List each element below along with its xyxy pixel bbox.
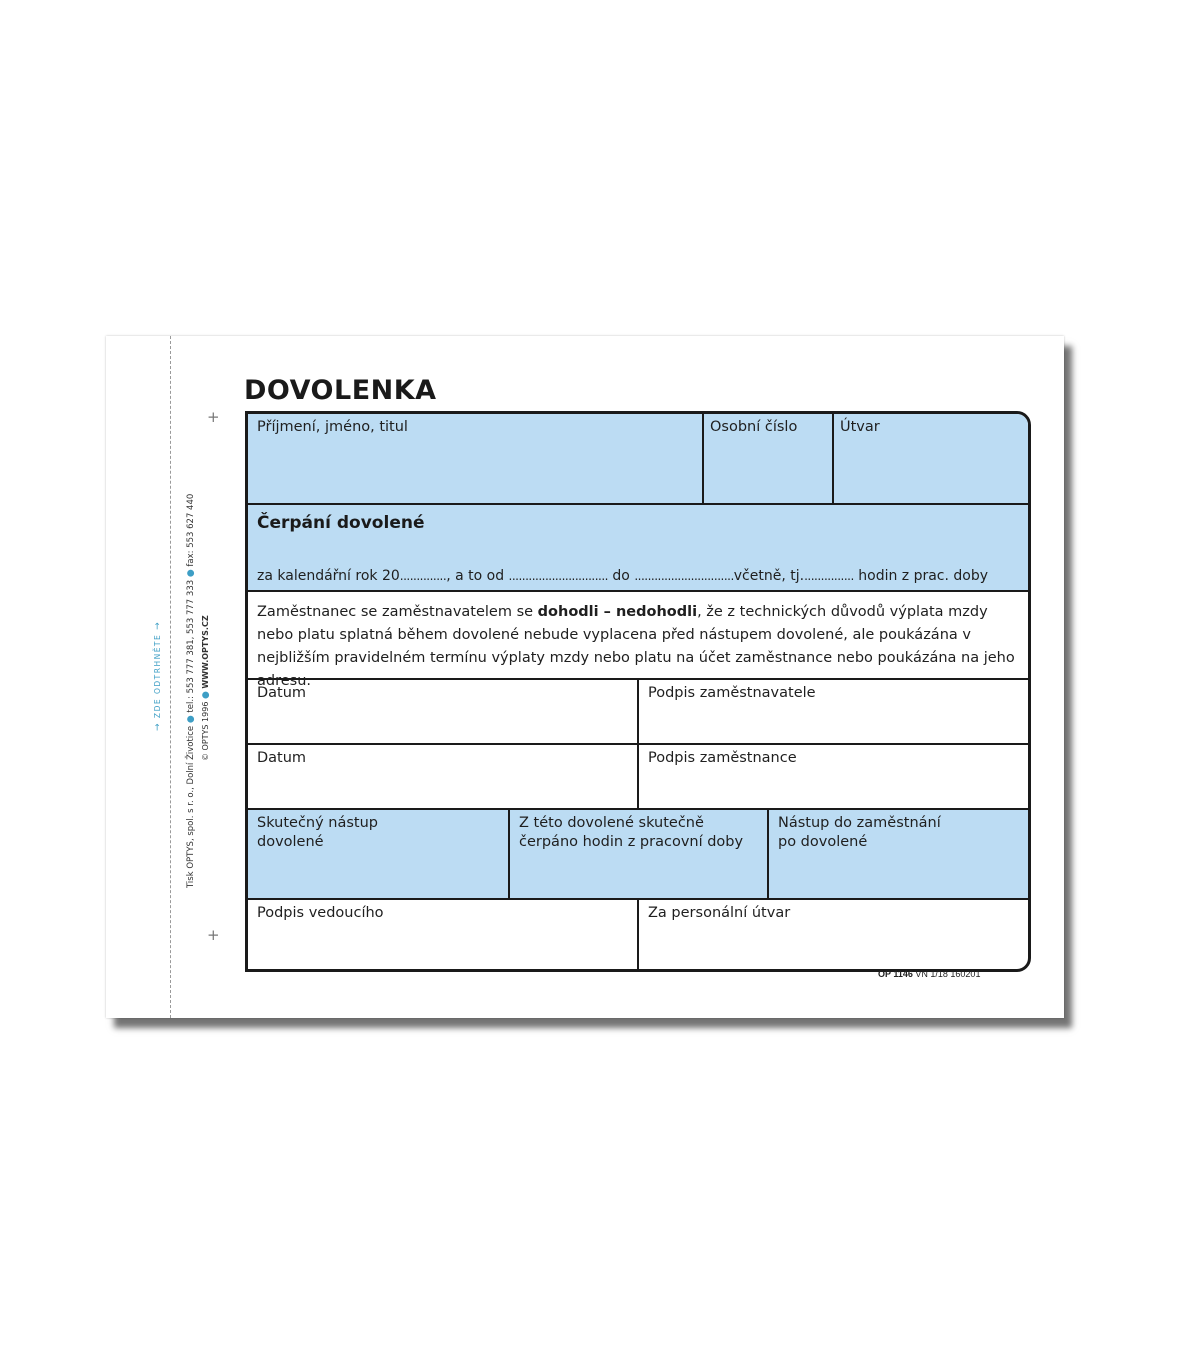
hr-department-field[interactable] (637, 900, 1028, 969)
hours-blank[interactable]: ............... (804, 569, 854, 583)
name-label: Příjmení, jméno, titul (257, 419, 408, 435)
department-label: Útvar (840, 419, 880, 435)
arrow-icon: → (153, 620, 163, 630)
return-label-line-1: Nástup do zaměstnání (778, 815, 941, 831)
name-field[interactable] (248, 414, 702, 503)
manager-signature-field[interactable] (248, 900, 637, 969)
manager-signature-label: Podpis vedoucího (257, 905, 384, 921)
arrow-icon: → (153, 721, 163, 731)
employer-signature-field[interactable] (637, 680, 1028, 743)
tear-line (170, 336, 171, 1018)
form-title: DOVOLENKA (244, 375, 437, 406)
website-text: WWW.OPTYS.CZ (201, 615, 210, 689)
return-label-line-2: po dovolené (778, 834, 868, 850)
crop-mark-bottom: + (207, 926, 220, 944)
approval-row (248, 900, 1028, 969)
form-code (878, 969, 980, 979)
employee-row (248, 745, 1028, 810)
leave-period-line[interactable] (257, 568, 988, 584)
year-blank[interactable]: .............. (399, 569, 447, 583)
personal-number-field[interactable] (702, 414, 832, 503)
employee-date-label: Datum (257, 750, 307, 766)
to-label: do (612, 568, 630, 584)
agreement-text-end: , že z technických důvodů výplata mzdy nebo platu splatná během dovolené nebude vyplacena před nástupem dovolené, ale poukázána v nejbližším pravidelném termínu výplaty mzdy nebo platu na účet zaměstnance nebo poukázána na jeho adresu. (257, 604, 1015, 689)
printer-copyright (201, 421, 215, 761)
printer-info (186, 458, 200, 888)
employer-date-label: Datum (257, 685, 307, 701)
from-label: , a to od (446, 568, 505, 584)
leave-section-title: Čerpání dovolené (257, 513, 425, 533)
agreement-row (248, 592, 1028, 689)
to-date-blank[interactable]: .............................. (634, 569, 734, 583)
return-to-work-label (778, 814, 941, 852)
form-sheet (106, 336, 1064, 1018)
actual-start-label-line-2: dovolené (257, 834, 324, 850)
dot-icon: ● (186, 715, 196, 724)
return-to-work-field[interactable] (767, 810, 1028, 898)
printer-fax: fax: 553 627 440 (186, 493, 196, 567)
agreement-text-start: Zaměstnanec se zaměstnavatelem se (257, 604, 538, 620)
agreement-choice[interactable]: dohodli – nedohodli (537, 604, 698, 620)
actual-start-label (257, 814, 378, 852)
from-date-blank[interactable]: .............................. (508, 569, 608, 583)
leave-form (245, 411, 1031, 972)
employee-signature-label: Podpis zaměstnance (648, 750, 797, 766)
employee-date-field[interactable] (248, 745, 637, 808)
dot-icon: ● (186, 569, 196, 578)
dot-icon: ● (201, 691, 211, 700)
actual-start-label-line-1: Skutečný nástup (257, 815, 379, 831)
actual-hours-label-line-1: Z této dovolené skutečně (519, 815, 704, 831)
hr-department-label: Za personální útvar (648, 905, 791, 921)
actual-hours-label-line-2: čerpáno hodin z pracovní doby (519, 834, 744, 850)
actual-hours-field[interactable] (508, 810, 767, 898)
actual-start-field[interactable] (248, 810, 508, 898)
crop-mark-top: + (207, 408, 220, 426)
printer-name: Tisk OPTYS, spol. s r. o., Dolní Životice (186, 725, 196, 888)
employer-row (248, 680, 1028, 745)
printer-phone: tel.: 553 777 381, 553 777 333 (186, 579, 196, 713)
leave-period-row (248, 505, 1028, 592)
employer-signature-label: Podpis zaměstnavatele (648, 685, 816, 701)
form-code-number: OP 1146 (878, 969, 913, 979)
copyright-text: © OPTYS 1996 (201, 701, 210, 761)
year-label: za kalendářní rok 20 (257, 568, 400, 584)
actual-leave-row (248, 810, 1028, 900)
inclusive-label: včetně, tj. (733, 568, 805, 584)
hours-label: hodin z prac. doby (858, 568, 989, 584)
header-row (248, 414, 1028, 505)
employer-date-field[interactable] (248, 680, 637, 743)
form-code-version: VN 1/18 160201 (915, 969, 981, 979)
employee-signature-field[interactable] (637, 745, 1028, 808)
tear-label-text: ZDE ODTRHNĚTE (153, 633, 162, 719)
tear-label (153, 601, 167, 731)
personal-number-label: Osobní číslo (710, 419, 798, 435)
actual-hours-label (519, 814, 743, 852)
department-field[interactable] (832, 414, 1028, 503)
